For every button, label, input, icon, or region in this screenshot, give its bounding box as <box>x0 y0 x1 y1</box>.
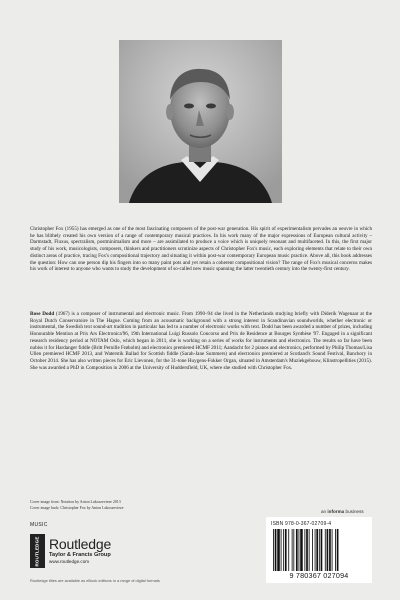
publisher-badge <box>30 534 45 568</box>
publisher-name: Routledge <box>49 536 112 552</box>
informa-brand: informa <box>327 509 345 514</box>
barcode-bar <box>304 529 305 571</box>
barcode-bar <box>325 529 326 571</box>
barcode-bar <box>332 529 333 571</box>
barcode-bar <box>316 529 318 571</box>
barcode-bar <box>275 529 277 571</box>
publisher-group: Taylor & Francis Group <box>49 552 111 558</box>
barcode-graphic <box>273 529 365 571</box>
barcode-bar <box>329 529 331 571</box>
publisher-url: www.routledge.com <box>49 559 90 564</box>
publisher-badge-text: ROUTLEDGE <box>35 535 40 567</box>
barcode-bar <box>312 529 313 571</box>
subject-category: MUSIC <box>30 522 48 528</box>
barcode-bar <box>321 529 323 571</box>
ebook-note: Routledge titles are available as eBook editions in a range of digital formats <box>30 578 160 583</box>
barcode-bar <box>299 529 300 571</box>
barcode-bar <box>319 529 320 571</box>
book-description: Christopher Fox (1955) has emerged as one of the most fascinating composers of the post-war generation. His spirit of experimentalism pervades an oeuvre in which he has blithely created his own version of a range of contemporary musical practices. In his work many of the major expressions of European cultural activity – Darmstadt, Fluxus, spectralism, postminimalism and more – are assimilated to produce a voice which is uniquely resonant and multifaceted. In this, the first major study of his work, musicologists, composers, thinkers and practitioners scrutinize aspects of Christopher Fox's music, each exploring elements that relate to their own distinct areas of practice, tracing Fox's compositional trajectory and situating it within post-war contemporary European music practice. Above all, this book addresses the question: How can one person dip his fingers into so many paint pots and yet retain a coherent compositional vision? The range of Fox's musical concerns makes his work of interest to anyone who wants to study the development of so-called new music spanning the latter twentieth century into the twenty-first century. <box>30 226 372 273</box>
portrait-illustration <box>119 40 282 203</box>
cover-credit-back: Cover image back: Christopher Fox by Anton Lukoszevieze <box>30 505 124 510</box>
author-name: Rose Dodd <box>30 311 55 317</box>
publisher-wordmark <box>49 537 111 565</box>
informa-prefix: an <box>321 509 328 514</box>
barcode-bar <box>306 529 308 571</box>
barcode-bar <box>283 529 284 571</box>
barcode-bar <box>281 529 282 571</box>
barcode-bar <box>296 529 298 571</box>
author-bio <box>30 311 372 371</box>
informa-suffix: business <box>344 509 364 514</box>
barcode-bar <box>337 529 339 571</box>
isbn-digits: 9 780367 027094 <box>289 571 349 580</box>
barcode-bar <box>292 529 293 571</box>
barcode-bar <box>285 529 287 571</box>
barcode-bar <box>273 529 274 571</box>
cover-credit-front: Cover image front: Notation by Anton Lukoszevieze 2013 <box>30 500 121 504</box>
author-portrait-photo <box>119 40 282 203</box>
barcode-bar <box>300 529 303 571</box>
barcode-bar <box>309 529 310 571</box>
isbn-barcode-box <box>266 517 372 583</box>
author-bio-text: (1967) is a composer of instrumental and electronic music. From 1990–94 she lived in the Netherlands studying briefly with Diderik Wagenaar at the Royal Dutch Conservatoire in The Hague. Coming from an acousmatic background with a strong interest in Scandinavian soundworlds, whether electronic or instrumental, the Swedish text sound-art tradition in particular has led to a number of electronic works with text. Dodd has been awarded a number of prizes, including Honourable Mention at Prix Ars Electronica'96, 19th International Luigi Russolo Concorso and Prix de Residence at Bourges Synthèse '97. Engaged in a significant research residency period at NOTAM Oslo, which began in 2011, she is working on a series of works for instruments and electronics. The results so far have been nubiss it for Hardanger fiddle (Britt Pernille Frøholm) and electronics premiered HCMF 2011; Aandacht for 2 pianos and electronics, performed by Philip Thomas/Lisa Ullen premiered HCMF 2013, and Waterstik Ballad for Scottish fiddle (Sarah-Jane Summers) and electronics premiered at Scotland's Sound Festival, Banchory in October 2014. She has also written pieces for Eric Lievonen, for the 31-tone Huygens-Fokker Organ, situated in Amsterdam's Muziekgebouw, Klinstropellities (2015). She was awarded a PhD in Composition in 2006 at the University of Huddersfield, UK, where she studied with Christopher Fox. <box>30 311 372 371</box>
barcode-bar <box>277 529 280 571</box>
barcode-bar <box>315 529 316 571</box>
isbn-label: ISBN 978-0-367-02709-4 <box>271 521 332 527</box>
informa-business-mark <box>321 509 364 514</box>
barcode-bar <box>327 529 329 571</box>
publisher-logo <box>30 533 111 569</box>
barcode-bar <box>293 529 294 571</box>
barcode-bar <box>335 529 336 571</box>
cover-credits <box>30 500 123 511</box>
barcode-bar <box>288 529 289 571</box>
